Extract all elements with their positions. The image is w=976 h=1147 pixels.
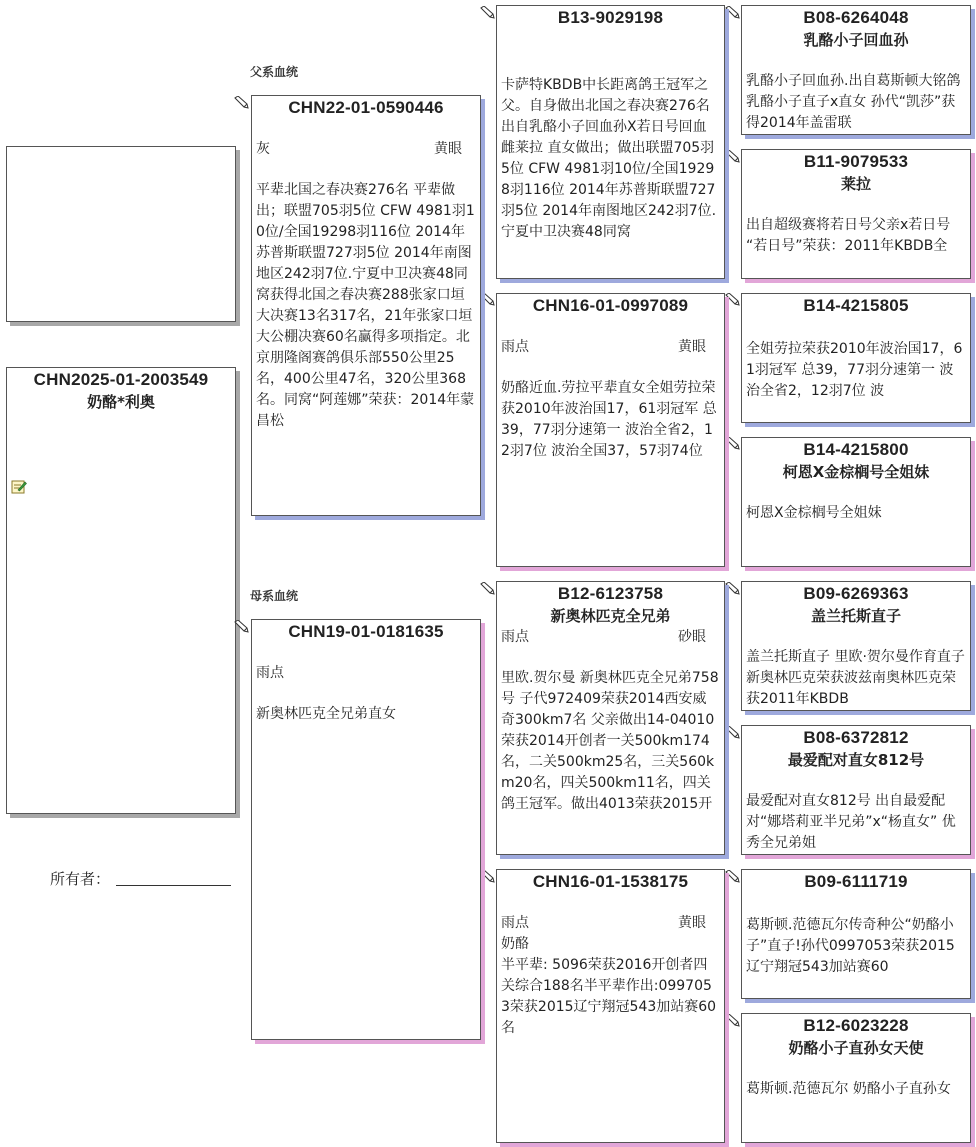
dds-ring: B09-6111719: [804, 872, 908, 891]
owner-line[interactable]: [116, 885, 231, 886]
dam-dam-eye: 黄眼: [678, 915, 706, 931]
ddd-desc: 葛斯顿.范德瓦尔 奶酪小子直孙女: [746, 1081, 951, 1097]
pencil-icon[interactable]: [234, 96, 250, 110]
dds-desc: 葛斯顿.范德瓦尔传奇种公“奶酪小子”直子!孙代0997053荣获2015辽宁翔冠543加站赛60: [746, 917, 955, 975]
photo-box: [6, 146, 236, 322]
dam-sire-card[interactable]: [496, 581, 725, 855]
dsd-name: 最爱配对直女812号: [787, 751, 925, 769]
sire-dam-desc: 奶酪近血.劳拉平辈直女全姐劳拉荣获2010年波治国17，61羽冠军 总39，77羽分速第一 波治全省2，12羽7位 波治全国37，57羽74位: [501, 380, 717, 459]
dss-card[interactable]: [741, 581, 971, 711]
sire-sire-ring: B13-9029198: [557, 8, 664, 27]
dss-ring: B09-6269363: [803, 584, 909, 603]
dss-name: 盖兰托斯直子: [810, 607, 901, 625]
ssd-card[interactable]: [741, 149, 971, 279]
ssd-desc: 出自超级赛将若日号父亲x若日号 “若日号”荣获：2011年KBDB全: [746, 217, 951, 254]
dam-sire-color: 雨点: [501, 629, 529, 645]
dam-dam-line2: 奶酪: [501, 936, 529, 952]
sss-desc: 乳酪小子回血孙.出自葛斯顿大铭鸽乳酪小子直子x直女 孙代“凯莎”获得2014年盖雷联: [746, 73, 961, 131]
maternal-label: 母系血统: [250, 589, 299, 603]
dsd-ring: B08-6372812: [803, 728, 909, 747]
paternal-label: 父系血统: [250, 65, 299, 79]
pencil-icon[interactable]: [480, 582, 496, 596]
pencil-icon[interactable]: [725, 150, 741, 164]
subject-name: 奶酪*利奥: [87, 393, 155, 411]
dam-ring: CHN19-01-0181635: [288, 622, 444, 641]
pencil-icon[interactable]: [725, 1014, 741, 1028]
sire-color: 灰: [256, 141, 270, 157]
sire-dam-ring: CHN16-01-0997089: [532, 296, 689, 315]
sire-sire-desc: 卡萨特KBDB中长距离鸽王冠军之父。自身做出北国之春决赛276名出自乳酪小子回血孙X若日号回血雌莱拉 直女做出；做出联盟705羽5位 CFW 4981羽10位/全国19298羽116位 2014年苏普斯联盟727羽5位 2014年南图地区242羽7位.宁夏中卫决赛48同窝: [501, 77, 717, 240]
pencil-icon[interactable]: [234, 620, 250, 634]
dam-dam-ring: CHN16-01-1538175: [532, 872, 689, 891]
sire-eye: 黄眼: [434, 141, 462, 157]
pencil-icon[interactable]: [725, 582, 741, 596]
pencil-icon[interactable]: [725, 726, 741, 740]
pencil-icon[interactable]: [725, 6, 741, 20]
dss-desc: 盖兰托斯直子 里欧·贺尔曼作育直子新奥林匹克荣获波兹南奥林匹克荣获2011年KBDB: [746, 649, 965, 707]
pencil-icon[interactable]: [725, 870, 741, 884]
sdd-name: 柯恩X金棕榈号全姐妹: [782, 463, 930, 481]
ssd-name: 莱拉: [840, 175, 871, 193]
pencil-icon[interactable]: [725, 293, 741, 307]
note-edit-icon[interactable]: [11, 479, 27, 495]
sss-card[interactable]: [741, 5, 971, 135]
sds-ring: B14-4215805: [803, 296, 909, 315]
pencil-icon[interactable]: [480, 6, 496, 20]
sire-dam-color: 雨点: [501, 339, 529, 355]
subject-card[interactable]: [6, 367, 236, 814]
dam-card[interactable]: [251, 619, 481, 1040]
sire-ring: CHN22-01-0590446: [288, 98, 444, 117]
sire-card[interactable]: [251, 95, 481, 516]
dam-sire-ring: B12-6123758: [557, 584, 664, 603]
sss-name: 乳酪小子回血孙: [803, 31, 909, 49]
dam-dam-color: 雨点: [501, 915, 529, 931]
sss-ring: B08-6264048: [803, 8, 909, 27]
dam-sire-eye: 砂眼: [678, 629, 706, 645]
dds-card[interactable]: [741, 869, 971, 999]
dam-sire-desc: 里欧.贺尔曼 新奥林匹克全兄弟758号 子代972409荣获2014西安威奇300km7名 父亲做出14-04010荣获2014开创者一关500km174名，二关500km25名，三关560km20名，四关500km11名，四关鸽王冠军。做出4013荣获2015开: [501, 670, 719, 812]
owner-label: 所有者：: [50, 870, 111, 888]
sds-desc: 全姐劳拉荣获2010年波治国17，61羽冠军 总39，77羽分速第一 波治全省2，12羽7位 波: [746, 341, 963, 399]
pencil-icon[interactable]: [480, 870, 496, 884]
ssd-ring: B11-9079533: [803, 152, 909, 171]
pencil-icon[interactable]: [725, 437, 741, 451]
sire-dam-eye: 黄眼: [678, 339, 706, 355]
dam-dam-desc: 半平辈: 5096荣获2016开创者四关综合188名半平辈作出:0997053荣获2015辽宁翔冠543加站赛60名: [501, 957, 717, 1036]
sire-desc: 平辈北国之春决赛276名 平辈做出；联盟705羽5位 CFW 4981羽10位/全国19298羽116位 2014年苏普斯联盟727羽5位 2014年南图地区242羽7位.宁夏中卫决赛48同窝获得北国之春决赛288张家口垣大决赛13名317名，21年张家口垣大公棚决赛60名赢得多项指定。北京朋隆阁赛鸽俱乐部550公里25名，400公里47名，320公里368名。同窝“阿莲娜”荣获：2014年蒙昌松: [256, 182, 475, 429]
sdd-ring: B14-4215800: [803, 440, 909, 459]
sdd-desc: 柯恩X金棕榈号全姐妹: [746, 505, 882, 521]
sdd-card[interactable]: [741, 437, 971, 567]
dsd-desc: 最爱配对直女812号 出自最爱配对“娜塔莉亚半兄弟”x“杨直女” 优秀全兄弟姐: [746, 793, 956, 851]
dsd-card[interactable]: [741, 725, 971, 855]
dam-desc: 新奥林匹克全兄弟直女: [256, 706, 396, 722]
sire-sire-card[interactable]: [496, 5, 725, 279]
subject-ring: CHN2025-01-2003549: [33, 370, 209, 389]
pencil-icon[interactable]: [480, 293, 496, 307]
sire-dam-card[interactable]: [496, 293, 725, 567]
ddd-ring: B12-6023228: [803, 1016, 909, 1035]
dam-color: 雨点: [256, 665, 284, 681]
dam-dam-card[interactable]: [496, 869, 725, 1143]
ddd-name: 奶酪小子直孙女天使: [788, 1039, 924, 1057]
dam-sire-name: 新奥林匹克全兄弟: [550, 607, 671, 625]
ddd-card[interactable]: [741, 1013, 971, 1143]
sds-card[interactable]: [741, 293, 971, 423]
